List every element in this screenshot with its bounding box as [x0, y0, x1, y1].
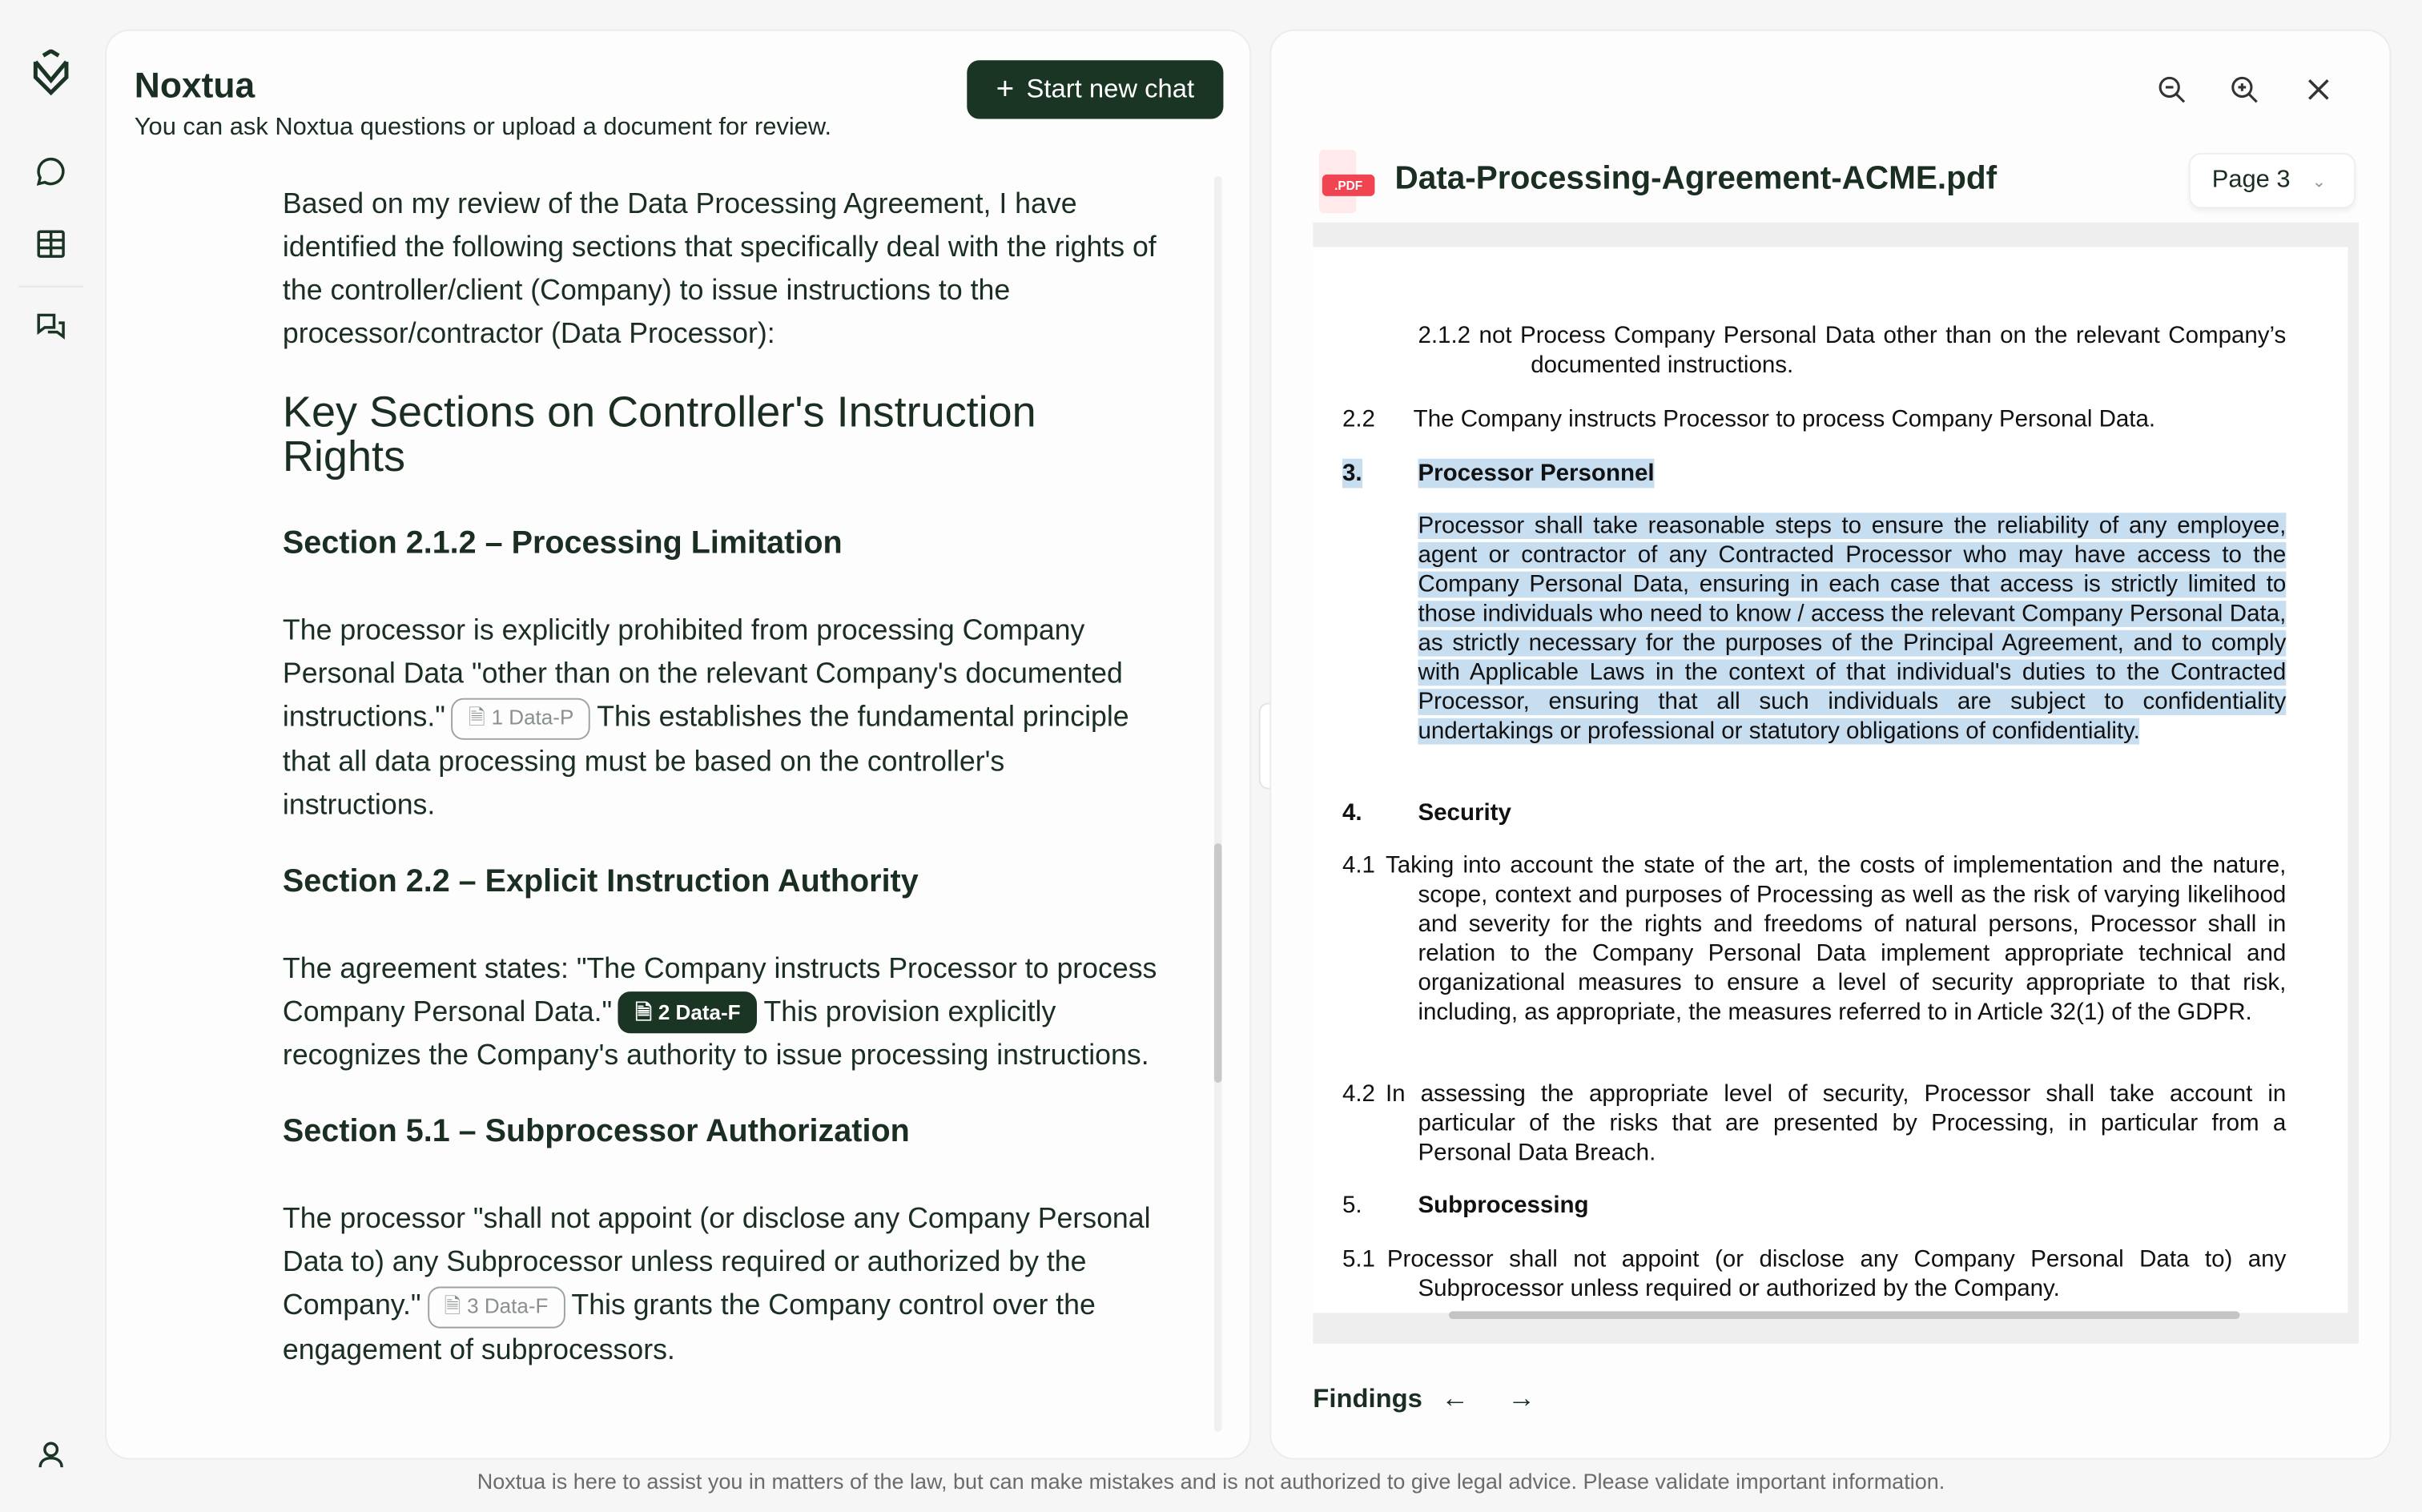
- previous-finding-arrow-icon[interactable]: ←: [1441, 1382, 1470, 1413]
- user-icon[interactable]: [34, 1438, 67, 1472]
- chat-scrollbar[interactable]: [1214, 176, 1222, 1432]
- zoom-in-icon[interactable]: [2226, 71, 2263, 108]
- document-filename: Data-Processing-Agreement-ACME.pdf: [1394, 160, 1998, 196]
- chat-scroll-thumb[interactable]: [1214, 843, 1222, 1083]
- chat-icon[interactable]: [34, 155, 67, 188]
- citation-chip[interactable]: 🗎 3 Data-F: [427, 1286, 565, 1328]
- plus-icon: +: [996, 71, 1015, 107]
- section-title: Section 5.1 – Subprocessor Authorization: [282, 1113, 910, 1149]
- section-5-title: Subprocessing: [1418, 1192, 1589, 1219]
- response-heading: Key Sections on Controller's Instruction Rights: [282, 388, 1036, 481]
- clause-2-2: The Company instructs Processor to process Company Personal Data.: [1413, 406, 2156, 433]
- clause-4-1: Taking into account the state of the art, the costs of implementation and the nature, scope, context and purposes of Processing as well as the risk of varying likelihood and severity for the rights and freedoms of natural persons, Processor shall in relation to the Company Personal Data implement appropriate technical and organizational measures to ensure a level of security appropriate to that risk, including, as appropriate, the measures referred to in Article 32(1) of the GDPR.: [1385, 852, 2287, 1026]
- zoom-out-icon[interactable]: [2153, 71, 2190, 108]
- citation-chip-active[interactable]: 🗎 2 Data-F: [618, 991, 758, 1033]
- clause-4-2: In assessing the appropriate level of security, Processor shall take account in particular of the risks that are presented by Processing, in particular from a Personal Data Breach.: [1385, 1081, 2287, 1167]
- conversations-icon[interactable]: [34, 311, 67, 344]
- section-3-text: Processor shall take reasonable steps to ensure the reliability of any employee, agent or contractor of any Contracted Processor who may have access to the Company Personal Data, ensuring in each case that access is strictly limited to those individuals who need to know / access the relevant Company Personal Data, as strictly necessary for the purposes of the Principal Agreement, and to comply with Applicable Laws in the context of that individual's duties to the Contracted Processor, ensuring that all such individuals are subject to confidentiality undertakings or professional or statutory obligations of confidentiality.: [1418, 513, 2287, 745]
- logo-icon[interactable]: [31, 50, 71, 96]
- document-icon: 🗎: [444, 1294, 461, 1318]
- intro-text: Based on my review of the Data Processing Agreement, I have identified the following sections that specifically deal with the rights of the controller/client (Company) to issue instructions to the processor/contractor (Data Processor):: [282, 187, 1157, 349]
- chevron-down-icon: ⌄: [2311, 172, 2327, 191]
- sidebar-divider: [18, 286, 83, 288]
- section-4-title: Security: [1418, 800, 1511, 826]
- clause-2-1-2: 2.1.2 not Process Company Personal Data other than on the relevant Company’s documented instructions.: [1418, 323, 2287, 379]
- page-selector[interactable]: Page 3 ⌄: [2189, 153, 2356, 208]
- start-new-chat-button[interactable]: + Start new chat: [967, 60, 1223, 119]
- next-finding-arrow-icon[interactable]: →: [1507, 1382, 1536, 1413]
- disclaimer-footer: Noxtua is here to assist you in matters of the law, but can make mistakes and is not authorized to give legal advice. Please validate important information.: [477, 1469, 1945, 1494]
- app-title: Noxtua: [134, 65, 255, 106]
- citation-chip[interactable]: 🗎 1 Data-P: [452, 698, 591, 739]
- section-title: Section 2.2 – Explicit Instruction Authority: [282, 863, 919, 899]
- findings-label: Findings: [1313, 1384, 1422, 1413]
- document-icon: 🗎: [468, 706, 485, 730]
- chat-message: [283, 183, 1163, 1405]
- app-subtitle: You can ask Noxtua questions or upload a document for review.: [134, 114, 832, 141]
- document-icon: 🗎: [635, 999, 653, 1023]
- pdf-page-area[interactable]: [1313, 223, 2359, 1344]
- table-icon[interactable]: [34, 227, 67, 261]
- section-body: The processor is explicitly prohibited from processing Company Personal Data "other than on the relevant Company's documented instructions." 🗎 1 Data-P This establishes the fundamental principle that all data processing must be based on the controller's instructions.: [282, 613, 1129, 820]
- chat-panel: [105, 30, 1251, 1460]
- pdf-page: 2.1.2 not Process Company Personal Data other than on the relevant Company’s documented instructions. 2.2 The Company instructs Processor to process Company Personal Data. 3. Processor Personnel Processor shall take reasonable steps to ensure the reliability of any employee, agent or contractor of any Contracted Processor who may have access to the Company Personal Data, ensuring in each case that access is strictly limited to those individuals who need to know / access the relevant Company Personal Data, as strictly necessary for the purposes of the Principal Agreement, and to comply with Applicable Laws in the context of that individual's duties to the Contracted Processor, ensuring that all such individuals are subject to confidentiality undertakings or professional or statutory obligations of confidentiality. 4. Security 4.1 Taking into account the state of the art, the costs of implementation and the nature, scope, context and purposes of Processing as well as the risk of varying likelihood and severity for the rights and freedoms of natural persons, Processor shall in relation to the Company Personal Data implement appropriate technical and organizational measures to ensure a level of security appropriate to that risk, including, as appropriate, the measures referred to in Article 32(1) of the GDPR. 4.2 In assessing the appropriate level of security, Processor shall take account in particular of the risks that are presented by Processing, in particular from a Personal Data Breach. 5. Subprocessing 5.1 Processor shall not appoint (or disclose any Company Personal Data to) any Subprocessor unless required or authorized by the Company.: [1313, 247, 2348, 1313]
- section-title: Section 2.1.2 – Processing Limitation: [282, 525, 843, 561]
- clause-5-1: Processor shall not appoint (or disclose any Company Personal Data to) any Subprocessor unless required or authorized by the Company.: [1386, 1246, 2287, 1302]
- section-body: The agreement states: "The Company instructs Processor to process Company Personal Data." 🗎 2 Data-F This provision explicitly recognizes the Company's authority to issue processing instructions.: [282, 951, 1157, 1071]
- document-viewer: [1269, 30, 2391, 1460]
- section-body: The processor "shall not appoint (or disclose any Company Personal Data to) any Subprocessor unless required or authorized by the Company." 🗎 3 Data-F This grants the Company control over the engagement of subprocessors.: [282, 1201, 1151, 1365]
- close-icon[interactable]: [2300, 71, 2337, 108]
- pdf-file-icon: .PDF: [1319, 150, 1356, 213]
- pdf-horizontal-scrollbar[interactable]: [1449, 1311, 2239, 1319]
- section-3-title: Processor Personnel: [1418, 460, 1655, 487]
